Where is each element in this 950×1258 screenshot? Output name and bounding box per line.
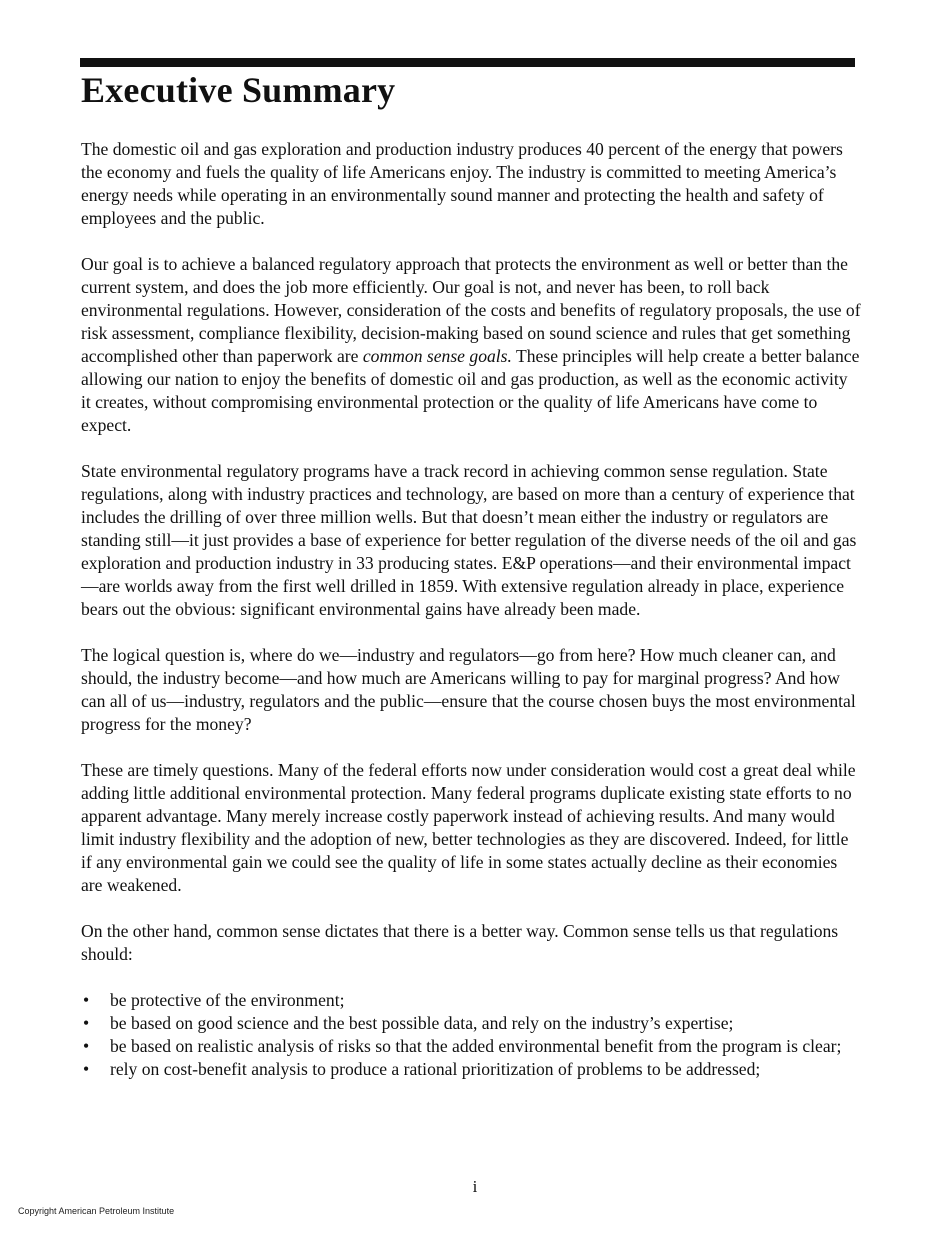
list-item	[81, 1035, 861, 1058]
paragraph-regulatory-goal	[81, 253, 861, 437]
list-item-text: be protective of the environment;	[110, 990, 345, 1010]
list-item-text: be based on realistic analysis of risks so that the added environmental benefit from the program is clear;	[110, 1036, 842, 1056]
paragraph-common-sense-intro: On the other hand, common sense dictates that there is a better way. Common sense tells us that regulations should:	[81, 921, 839, 964]
bullet-icon: •	[83, 1059, 90, 1079]
list-item	[81, 989, 861, 1012]
paragraph-logical-question: The logical question is, where do we—industry and regulators—go from here? How much cleaner can, and should, the industry become—and how much are Americans willing to pay for marginal progress? And how can all of us—industry, regulators and the public—ensure that the course chosen buys the most environmental progress for the money?	[81, 645, 856, 734]
bullet-icon: •	[83, 1013, 90, 1033]
document-body	[81, 138, 861, 1081]
paragraph-timely-questions: These are timely questions. Many of the federal efforts now under consideration would cost a great deal while adding little additional environmental protection. Many federal programs duplicate existing state efforts to no apparent advantage. Many merely increase costly paperwork instead of achieving results. And many would limit industry flexibility and the adoption of new, better technologies as they are discovered. Indeed, for little if any environmental gain we could see the quality of life in some states actually decline as their economies are weakened.	[81, 760, 856, 895]
page-title: Executive Summary	[81, 70, 396, 110]
title-rule	[80, 58, 855, 67]
copyright-notice: Copyright American Petroleum Institute	[18, 1206, 175, 1216]
paragraph-state-programs: State environmental regulatory programs have a track record in achieving common sense regulation. State regulations, along with industry practices and technology, are based on more than a century of experience that includes the drilling of over three million wells. But that doesn’t mean either the industry or regulators are standing still—it just provides a base of experience for better regulation of the diverse needs of the oil and gas exploration and production industry in 33 producing states. E&P operations—and their environmental impact—are worlds away from the first well drilled in 1859. With extensive regulation already in place, experience bears out the obvious: significant environmental gains have already been made.	[81, 461, 857, 619]
common-sense-goals-emphasis: common sense goals.	[362, 346, 512, 366]
list-item-text: be based on good science and the best possible data, and rely on the industry’s expertise;	[110, 1013, 734, 1033]
paragraph-energy-overview: The domestic oil and gas exploration and production industry produces 40 percent of the energy that powers the economy and fuels the quality of life Americans enjoy. The industry is committed to meeting America’s energy needs while operating in an environmentally sound manner and protecting the health and safety of employees and the public.	[81, 139, 843, 228]
list-item-text: rely on cost-benefit analysis to produce a rational prioritization of problems to be addressed;	[110, 1059, 761, 1079]
bullet-icon: •	[83, 990, 90, 1010]
regulation-criteria-list	[81, 989, 861, 1081]
page-number: i	[472, 1177, 478, 1196]
bullet-icon: •	[83, 1036, 90, 1056]
list-item	[81, 1012, 861, 1035]
paragraph-regulatory-goal-continued: These principles will help create a better balance allowing our nation to enjoy the benefits of domestic oil and gas production, as well as the economic activity it creates, without compromising environmental protection or the quality of life Americans have come to expect.	[81, 346, 860, 435]
list-item	[81, 1058, 861, 1081]
paragraph-regulatory-goal-text: Our goal is to achieve a balanced regulatory approach that protects the environment as well or better than the current system, and does the job more efficiently. Our goal is not, and never has been, to roll back environmental regulations. However, consideration of the costs and benefits of regulatory proposals, the use of risk assessment, compliance flexibility, decision-making based on sound science and rules that get something accomplished other than paperwork are	[81, 254, 861, 366]
